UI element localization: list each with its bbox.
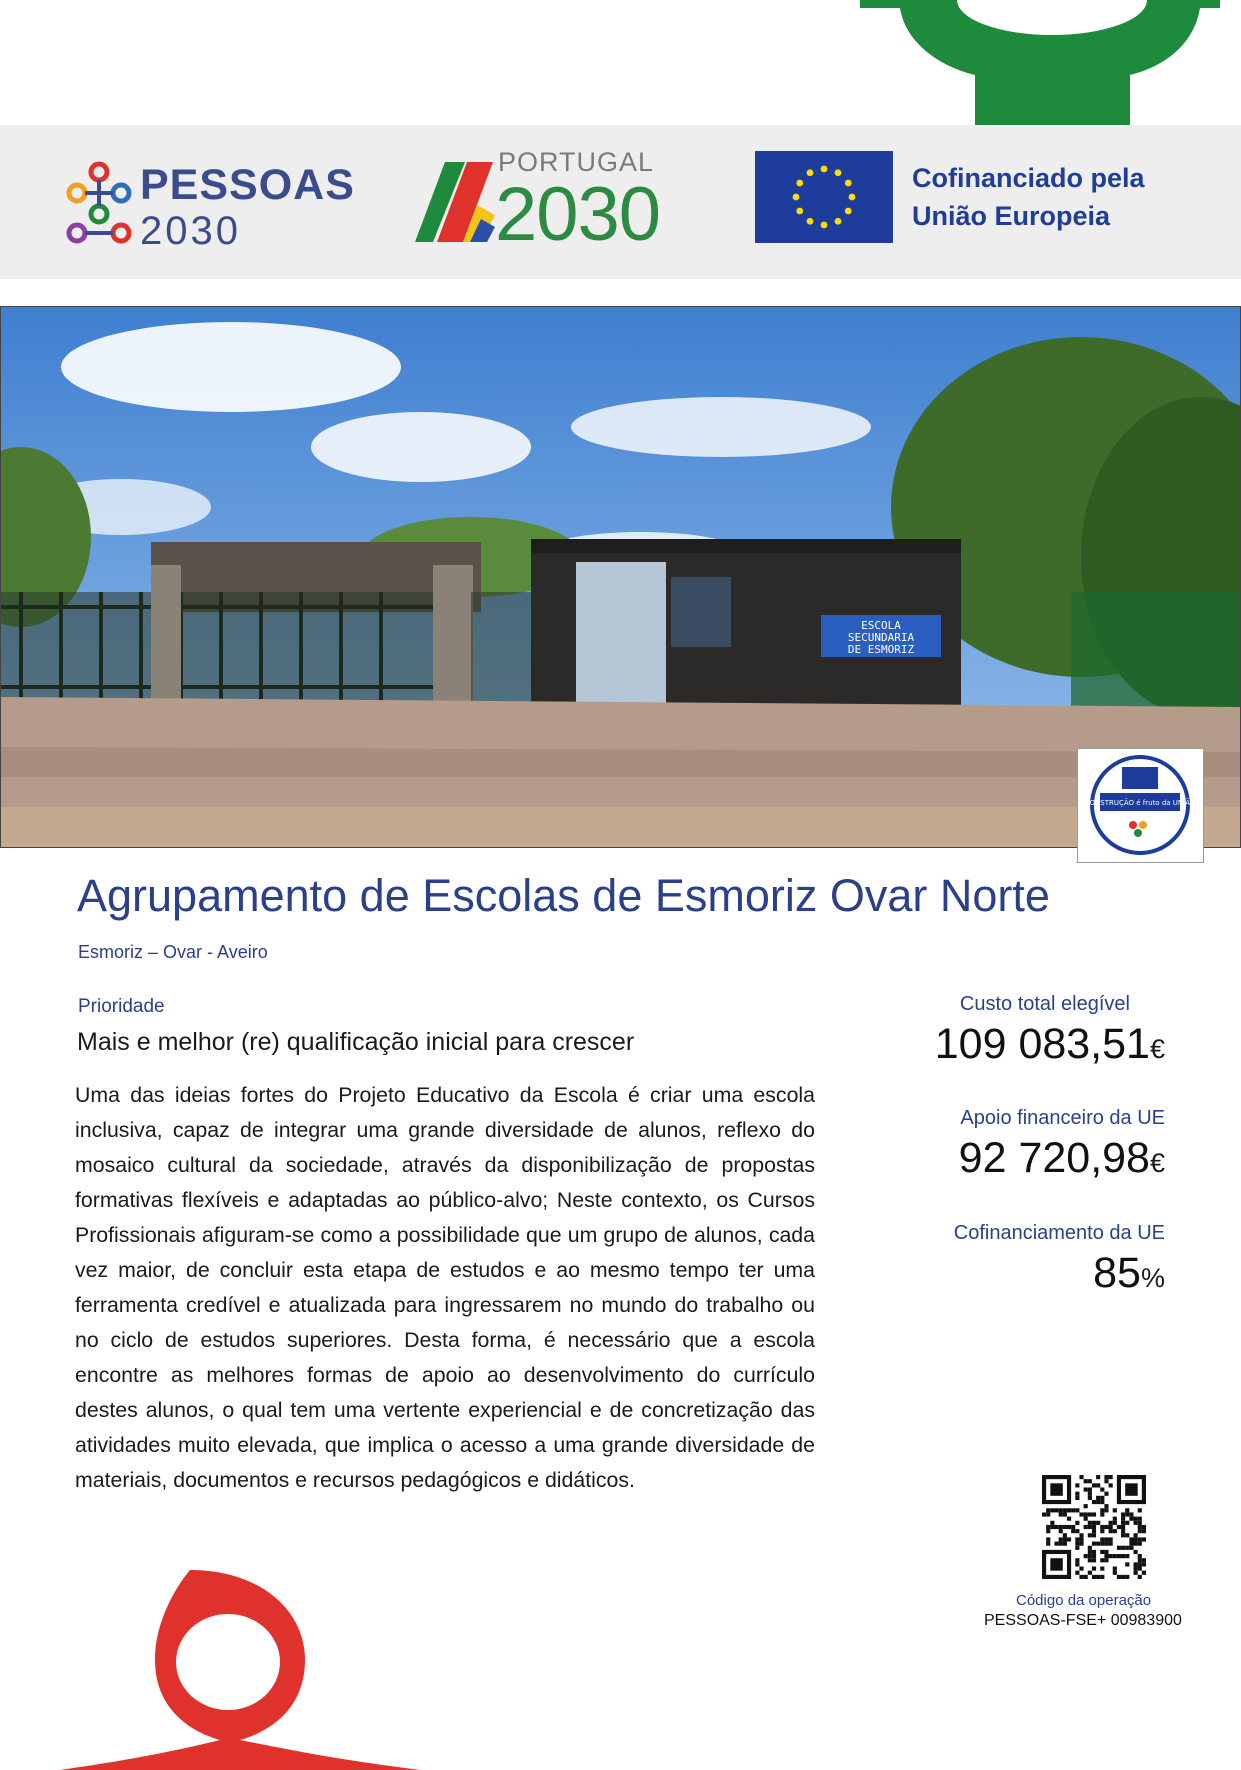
total-cost-value: 109 083,51 xyxy=(934,1020,1150,1068)
eu-star-icon xyxy=(807,218,814,225)
portugal-wordmark: PORTUGAL xyxy=(498,147,655,177)
pessoas-year: 2030 xyxy=(140,209,241,253)
school-sign-line2: SECUNDARIA xyxy=(847,631,915,644)
school-sign-line3: DE ESMORIZ xyxy=(847,643,915,656)
cofinancing-value: 85 xyxy=(1093,1249,1141,1297)
eu-construction-seal xyxy=(1077,748,1204,863)
eu-star-icon xyxy=(835,218,842,225)
total-cost-block xyxy=(935,993,1165,1069)
portugal-flag-mark xyxy=(415,157,495,247)
eu-star-icon xyxy=(845,180,852,187)
priority-value: Mais e melhor (re) qualificação inicial para crescer xyxy=(77,1028,635,1056)
seal-text: CONSTRUÇÃO é fruto da UNIÃO xyxy=(1084,799,1196,807)
portugal-2030-logo xyxy=(415,145,685,255)
eu-star-icon xyxy=(793,194,800,201)
eu-star-icon xyxy=(796,180,803,187)
eu-cofinancing-text xyxy=(912,159,1145,235)
eu-star-icon xyxy=(821,166,828,173)
eu-star-icon xyxy=(849,194,856,201)
eu-support-unit: € xyxy=(1149,1148,1165,1178)
project-title: Agrupamento de Escolas de Esmoriz Ovar Norte xyxy=(77,870,1050,921)
operation-code-value: PESSOAS-FSE+ 00983900 xyxy=(984,1612,1182,1629)
school-photo xyxy=(0,306,1241,848)
cofinancing-label: Cofinanciamento da UE xyxy=(953,1222,1165,1244)
eu-text-line2: União Europeia xyxy=(912,201,1111,231)
eu-star-icon xyxy=(835,169,842,176)
eu-star-icon xyxy=(807,169,814,176)
eu-cofinancing-logo xyxy=(755,151,1195,247)
seal-badge-icon xyxy=(1078,749,1203,862)
cofinancing-block xyxy=(954,1222,1165,1298)
project-location: Esmoriz – Ovar - Aveiro xyxy=(78,942,268,962)
eu-support-value: 92 720,98 xyxy=(958,1134,1150,1182)
pessoas-people-icon xyxy=(60,159,138,249)
total-cost-label: Custo total elegível xyxy=(959,993,1130,1015)
eu-star-icon xyxy=(821,222,828,229)
logo-banner xyxy=(0,125,1241,279)
decorative-green-shape xyxy=(860,0,1220,130)
qr-code-icon[interactable] xyxy=(1042,1475,1146,1579)
cofinancing-unit: % xyxy=(1140,1263,1165,1293)
decorative-red-shape xyxy=(40,1570,440,1770)
portugal-year: 2030 xyxy=(495,172,661,257)
total-cost-unit: € xyxy=(1149,1034,1165,1064)
operation-code-label: Código da operação xyxy=(1016,1592,1152,1609)
pessoas-2030-logo xyxy=(60,149,355,253)
eu-star-icon xyxy=(796,208,803,215)
school-sign-line1: ESCOLA xyxy=(861,619,901,632)
eu-star-icon xyxy=(845,208,852,215)
priority-label: Prioridade xyxy=(78,996,165,1017)
eu-support-block xyxy=(959,1107,1165,1183)
eu-support-label: Apoio financeiro da UE xyxy=(960,1107,1165,1129)
pessoas-wordmark: PESSOAS xyxy=(140,161,355,209)
project-description: Uma das ideias fortes do Projeto Educativo da Escola é criar uma escola inclusiva, capaz de integrar uma grande diversidade de alunos, reflexo do mosaico cultural da sociedade, através da disponibilização de propostas formativas flexíveis e adaptadas ao público-alvo; Neste contexto, os Cursos Profissionais afiguram-se como a possibilidade que um grupo de alunos, cada vez maior, de concluir esta etapa de estudos e ao mesmo tempo ter uma ferramenta credível e atualizada para ingressarem no mundo do trabalho ou no ciclo de estudos superiores. Desta forma, é necessário que a escola encontre as melhores formas de apoio ao desenvolvimento do currículo destes alunos, o qual tem uma vertente experiencial e de concretização das atividades muito elevada, que implica o acesso a uma grande diversidade de materiais, documentos e recursos pedagógicos e didáticos. xyxy=(75,1083,815,1492)
eu-text-line1: Cofinanciado pela xyxy=(912,163,1145,193)
eu-flag-icon xyxy=(755,151,893,243)
school-photo-illustration xyxy=(1,307,1241,848)
